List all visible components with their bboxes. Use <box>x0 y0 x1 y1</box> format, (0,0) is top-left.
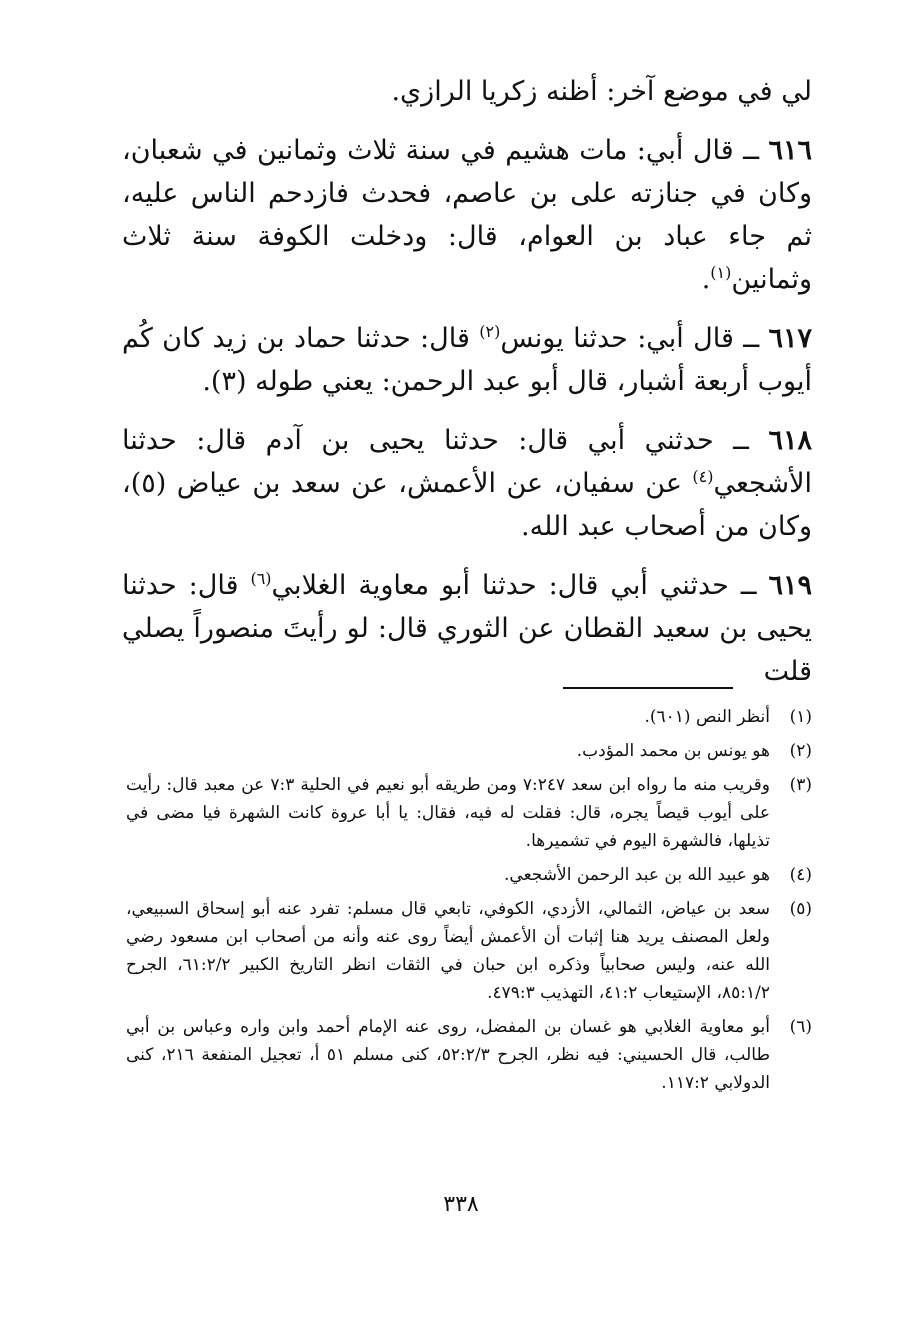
paragraph-number: ٦١٩ <box>768 570 812 601</box>
footnote-label: (١) <box>789 707 812 727</box>
footnote-label: (٢) <box>789 741 812 761</box>
paragraph-text: ــ قال أبي: مات هشيم في سنة ثلاث وثمانين في شعبان، وكان في جنازته على بن عاصم، فحدث فازدحم الناس عليه، ثم جاء عباد بن العوام، قال: ودخلت الكوفة سنة ثلاث وثمانين <box>122 135 812 295</box>
footnote <box>126 895 812 1007</box>
footnote-text: سعد بن عياض، الثمالي، الأزدي، الكوفي، تابعي قال مسلم: تفرد عنه أبو إسحاق السبيعي، ولعل المصنف يريد هنا إثبات أن الأعمش أيضاً روى عنه وأنه من أصحاب ابن مسعود رضي الله عنه، وليس صحابياً وذكره ابن حبان في الثقات انظر التاريخ الكبير ٦١:٢/٢، الجرح ٨٥:١/٢، الإستيعاب ٤١:٢، التهذيب ٤٧٩:٣. <box>126 899 770 1003</box>
paragraph-number: ٦١٦ <box>768 135 812 166</box>
paragraph-number: ٦١٧ <box>768 323 812 354</box>
footnote <box>126 703 812 731</box>
paragraph-tail: قال: حدثنا يحيى بن سعيد القطان عن الثوري قال: لو رأيتَ منصوراً يصلي قلت <box>122 570 812 687</box>
footnote-label: (٦) <box>789 1017 812 1037</box>
footnote-divider <box>563 687 733 689</box>
footnote-text: هو يونس بن محمد المؤدب. <box>576 741 770 761</box>
paragraph-617 <box>122 317 812 403</box>
footnote-text: أنظر النص (٦٠١). <box>644 707 770 727</box>
footnote <box>126 1013 812 1097</box>
paragraph-tail: . <box>701 264 711 295</box>
footnote-label: (٣) <box>789 775 812 795</box>
footnote-label: (٥) <box>789 899 812 919</box>
footnote <box>126 861 812 889</box>
footnote-text: وقريب منه ما رواه ابن سعد ٧:٢٤٧ ومن طريقه أبو نعيم في الحلية ٧:٣ عن معبد قال: رأيت على أيوب قيصاً يجره، قال: فقلت له فيه، فقال: يا أبا عروة كانت الشهرة فيا مضى في تذيلها، فالشهرة اليوم في تشميرها. <box>126 775 770 851</box>
paragraph-text: ــ قال أبي: حدثنا يونس <box>500 323 769 354</box>
paragraph-616 <box>122 129 812 301</box>
footnotes <box>126 703 812 1103</box>
paragraph-tail: قال: حدثنا حماد بن زيد كان كُم أيوب أربعة أشبار، قال أبو عبد الرحمن: يعني طوله (٣). <box>122 323 812 397</box>
paragraph-text: ــ حدثني أبي قال: حدثنا أبو معاوية الغلابي <box>271 570 769 601</box>
main-text <box>122 70 812 709</box>
paragraph-continuation <box>122 70 812 113</box>
footnote-ref: (٢) <box>479 322 501 341</box>
footnote-ref: (٤) <box>692 467 714 486</box>
paragraph-number: ٦١٨ <box>768 425 812 456</box>
footnote-ref: (٦) <box>250 569 272 588</box>
paragraph-text: ــ حدثني أبي قال: حدثنا يحيى بن آدم قال: حدثنا الأشجعي <box>122 425 812 499</box>
page-number: ٣٣٨ <box>443 1192 479 1217</box>
paragraph-618 <box>122 419 812 548</box>
footnote-text: أبو معاوية الغلابي هو غسان بن المفضل، روى عنه الإمام أحمد وابن واره وعباس بن أبي طالب، قال الحسيني: فيه نظر، الجرح ٥٢:٢/٣، كنى مسلم ٥١ أ، تعجيل المنفعة ٢١٦، كنى الدولابي ١١٧:٢. <box>126 1017 770 1093</box>
paragraph-619 <box>122 564 812 693</box>
paragraph-text: لي في موضع آخر: أظنه زكريا الرازي. <box>391 76 812 107</box>
footnote <box>126 771 812 855</box>
footnote-ref: (١) <box>710 263 732 282</box>
footnote <box>126 737 812 765</box>
footnote-label: (٤) <box>789 865 812 885</box>
footnote-text: هو عبيد الله بن عبد الرحمن الأشجعي. <box>504 865 770 885</box>
paragraph-tail: عن سفيان، عن الأعمش، عن سعد بن عياض (٥)، وكان من أصحاب عبد الله. <box>122 468 812 542</box>
